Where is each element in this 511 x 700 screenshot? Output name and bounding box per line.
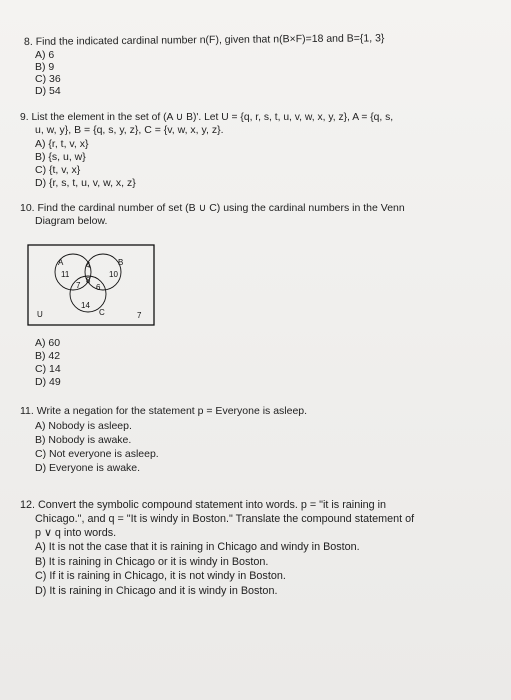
- question-9-option-b: B) {s, u, w}: [35, 151, 86, 163]
- question-12-option-d: D) It is raining in Chicago and it is windy in Boston.: [35, 585, 278, 597]
- question-11-option-a: A) Nobody is asleep.: [35, 420, 132, 432]
- question-8-option-d: D) 54: [35, 85, 61, 97]
- question-11-option-c: C) Not everyone is asleep.: [35, 448, 159, 460]
- question-10-option-b: B) 42: [35, 350, 61, 362]
- question-12-prompt-line3: p ∨ q into words.: [35, 527, 117, 539]
- question-12-option-b: B) It is raining in Chicago or it is windy in Boston.: [35, 556, 269, 568]
- venn-label-u: U: [37, 310, 43, 319]
- question-8-option-c: C) 36: [35, 73, 61, 85]
- question-9-option-a: A) {r, t, v, x}: [35, 138, 89, 150]
- question-12-prompt-line2: Chicago.", and q = "It is windy in Boston." Translate the compound statement of: [35, 513, 415, 525]
- question-10-prompt-line1: 10. Find the cardinal number of set (B ∪ C) using the cardinal numbers in the Venn: [20, 202, 405, 214]
- question-11-prompt: 11. Write a negation for the statement p = Everyone is asleep.: [20, 405, 308, 417]
- venn-region-ac: 7: [76, 281, 81, 290]
- question-11-option-d: D) Everyone is awake.: [35, 462, 141, 474]
- question-8-option-a: A) 6: [35, 49, 55, 61]
- venn-region-a-only: 11: [61, 270, 70, 279]
- question-9-prompt-line1: 9. List the element in the set of (A ∪ B)'. Let U = {q, r, s, t, u, v, w, x, y, z}, A = {q, s,: [20, 112, 394, 123]
- question-8-prompt: 8. Find the indicated cardinal number n(F), given that n(B×F)=18 and B={1, 3}: [23, 32, 385, 48]
- question-12-option-c: C) If it is raining in Chicago, it is not windy in Boston.: [35, 570, 286, 582]
- venn-region-c-only: 14: [81, 301, 90, 310]
- question-8-option-b: B) 9: [35, 61, 55, 73]
- question-11-option-b: B) Nobody is awake.: [35, 434, 132, 446]
- question-9-option-c: C) {t, v, x}: [35, 164, 81, 176]
- venn-region-bc: 6: [96, 283, 101, 292]
- question-9-option-d: D) {r, s, t, u, v, w, x, z}: [35, 177, 136, 189]
- question-9-prompt-line2: u, w, y}, B = {q, s, y, z}, C = {v, w, x, y, z}.: [35, 124, 224, 136]
- venn-region-ab: 4: [86, 261, 91, 270]
- venn-diagram: [27, 244, 155, 326]
- question-12-option-a: A) It is not the case that it is raining in Chicago and windy in Boston.: [35, 541, 360, 553]
- venn-region-abc: 8: [86, 276, 91, 285]
- venn-label-b: B: [118, 258, 124, 267]
- question-10-option-d: D) 49: [35, 376, 61, 388]
- question-12-prompt-line1: 12. Convert the symbolic compound statement into words. p = "it is raining in: [20, 499, 387, 511]
- question-10-prompt-line2: Diagram below.: [35, 215, 108, 227]
- venn-region-outside: 7: [137, 311, 142, 320]
- question-10-option-a: A) 60: [35, 337, 61, 349]
- venn-region-b-only: 10: [109, 270, 118, 279]
- venn-label-c: C: [99, 308, 105, 317]
- venn-label-a: A: [58, 258, 64, 267]
- question-10-option-c: C) 14: [35, 363, 61, 375]
